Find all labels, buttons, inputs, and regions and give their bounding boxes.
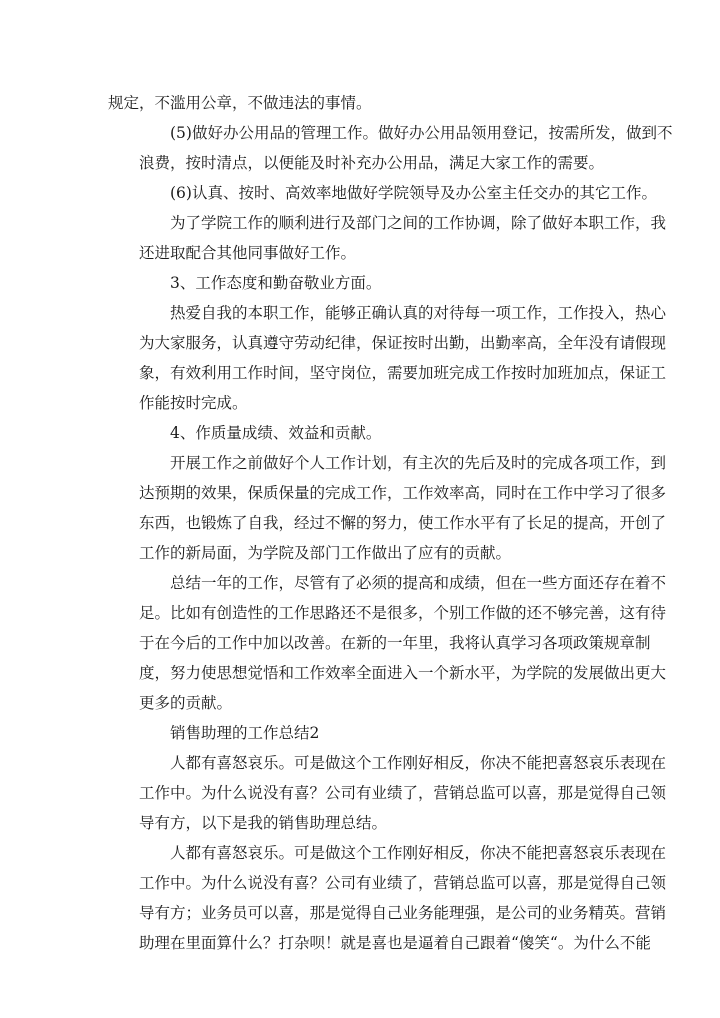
text-line: 开展工作之前做好个人工作计划，有主次的先后及时的完成各项工作，到 — [170, 454, 667, 472]
text-line: (5)做好办公用品的管理工作。做好办公用品领用登记，按需所发，做到不 — [170, 124, 673, 142]
text-line: 象，有效利用工作时间，坚守岗位，需要加班完成工作按时加班加点，保证工 — [139, 364, 667, 382]
paragraph — [108, 448, 667, 568]
text-line: 浪费，按时清点，以便能及时补充办公用品，满足大家工作的需要。 — [139, 154, 605, 172]
paragraph — [108, 748, 667, 838]
paragraph — [108, 298, 667, 418]
paragraph — [108, 88, 613, 118]
text-line: 规定，不滥用公章，不做违法的事情。 — [108, 94, 372, 112]
text-line: 3、工作态度和勤奋敬业方面。 — [170, 274, 382, 292]
text-line: 总结一年的工作，尽管有了必须的提高和成绩，但在一些方面还存在着不 — [170, 574, 667, 592]
text-line: 为大家服务，认真遵守劳动纪律，保证按时出勤，出勤率高，全年没有请假现 — [139, 334, 667, 352]
text-line: 助理在里面算什么？打杂呗！就是喜也是逼着自己跟着“傻笑“。为什么不能 — [139, 934, 651, 952]
text-line: 工作中。为什么说没有喜？公司有业绩了，营销总监可以喜，那是觉得自己领 — [139, 784, 667, 802]
text-line: 4、作质量成绩、效益和贡献。 — [170, 424, 382, 442]
paragraph — [108, 178, 657, 208]
text-line: 达预期的效果，保质保量的完成工作，工作效率高，同时在工作中学习了很多 — [139, 484, 667, 502]
paragraph — [108, 568, 667, 718]
section-heading — [108, 268, 613, 298]
text-line: 足。比如有创造性的工作思路还不是很多，个别工作做的还不够完善，这有待 — [139, 604, 667, 622]
section-title — [108, 718, 613, 748]
text-line: 更多的贡献。 — [139, 694, 233, 712]
text-line: 还进取配合其他同事做好工作。 — [139, 244, 357, 262]
section-heading — [108, 418, 613, 448]
paragraph — [108, 208, 667, 268]
text-line: 于在今后的工作中加以改善。在新的一年里，我将认真学习各项政策规章制 — [139, 634, 651, 652]
document-page — [108, 88, 673, 958]
text-line: 作能按时完成。 — [139, 394, 248, 412]
text-line: 工作中。为什么说没有喜？公司有业绩了，营销总监可以喜，那是觉得自己领 — [139, 874, 667, 892]
text-line: 工作的新局面，为学院及部门工作做出了应有的贡献。 — [139, 544, 512, 562]
text-line: 导有方；业务员可以喜，那是觉得自己业务能理强，是公司的业务精英。营销 — [139, 904, 667, 922]
text-line: (6)认真、按时、高效率地做好学院领导及办公室主任交办的其它工作。 — [170, 184, 657, 202]
text-line: 人都有喜怒哀乐。可是做这个工作刚好相反，你决不能把喜怒哀乐表现在 — [170, 754, 667, 772]
text-line: 导有方，以下是我的销售助理总结。 — [139, 814, 388, 832]
paragraph — [108, 838, 667, 958]
paragraph — [108, 118, 673, 178]
text-line: 东西，也锻炼了自我，经过不懈的努力，使工作水平有了长足的提高，开创了 — [139, 514, 667, 532]
text-line: 人都有喜怒哀乐。可是做这个工作刚好相反，你决不能把喜怒哀乐表现在 — [170, 844, 667, 862]
text-line: 热爱自我的本职工作，能够正确认真的对待每一项工作，工作投入，热心 — [170, 304, 667, 322]
text-line: 为了学院工作的顺利进行及部门之间的工作协调，除了做好本职工作，我 — [170, 214, 667, 232]
text-line: 销售助理的工作总结2 — [170, 724, 320, 742]
text-line: 度，努力使思想觉悟和工作效率全面进入一个新水平，为学院的发展做出更大 — [139, 664, 667, 682]
